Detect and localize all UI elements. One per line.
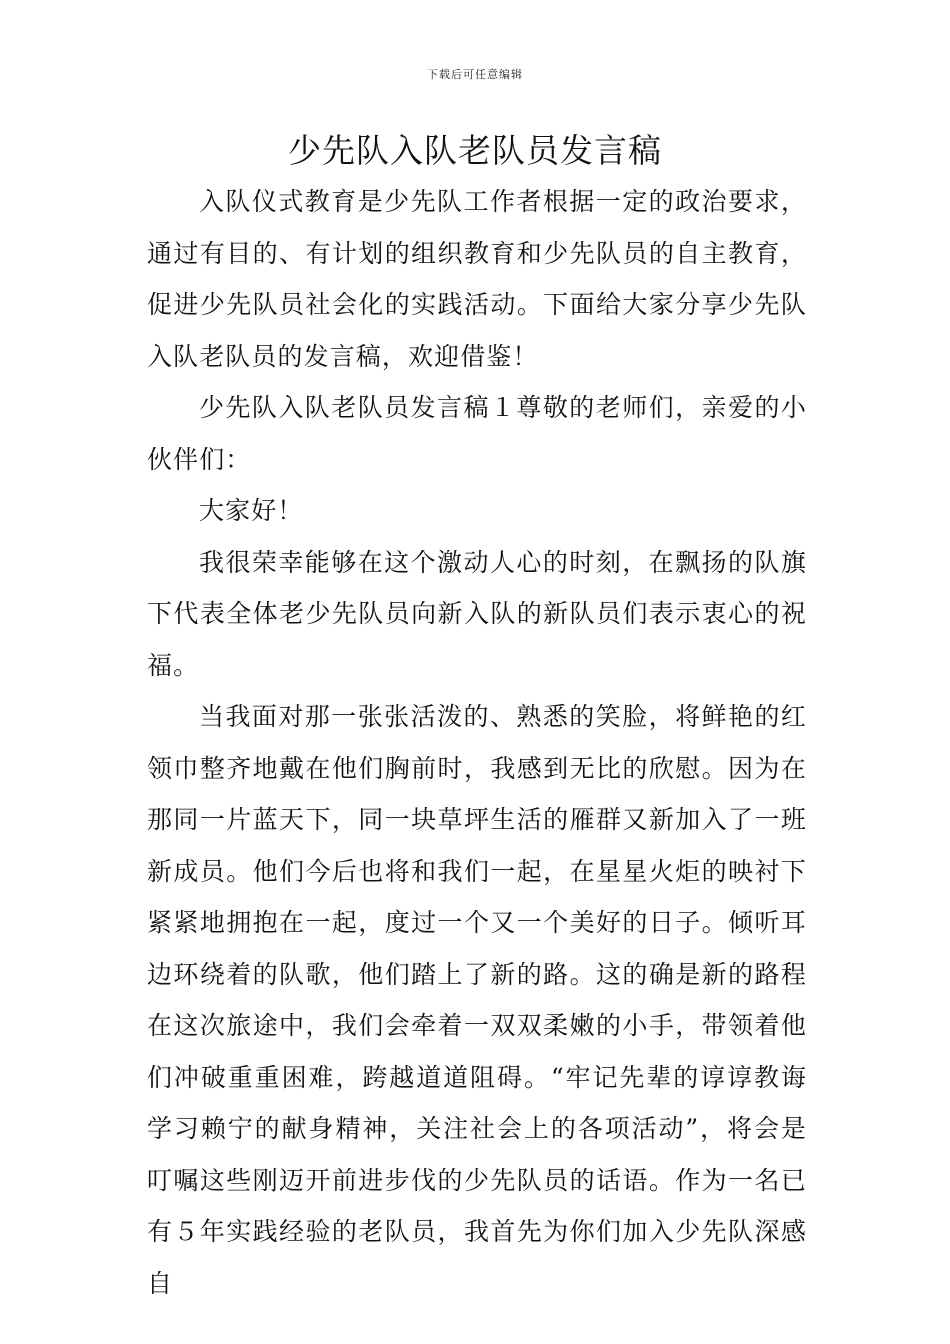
document-body [147, 176, 807, 1309]
paragraph-honor: 我很荣幸能够在这个激动人心的时刻，在飘扬的队旗下代表全体老少先队员向新入队的新队员们表示衷心的祝福。 [147, 547, 807, 680]
page-header-note: 下载后可任意编辑 [427, 68, 523, 81]
paragraph-greeting: 大家好！ [199, 496, 304, 525]
paragraph-speech-heading: 少先队入队老队员发言稿１尊敬的老师们，亲爱的小伙伴们： [147, 393, 807, 474]
paragraph-intro: 入队仪式教育是少先队工作者根据一定的政治要求，通过有目的、有计划的组织教育和少先队员的自主教育，促进少先队员社会化的实践活动。下面给大家分享少先队入队老队员的发言稿，欢迎借鉴！ [147, 187, 807, 371]
document-title: 少先队入队老队员发言稿 [288, 131, 662, 170]
paragraph-main: 当我面对那一张张活泼的、熟悉的笑脸，将鲜艳的红领巾整齐地戴在他们胸前时，我感到无比的欣慰。因为在那同一片蓝天下，同一块草坪生活的雁群又新加入了一班新成员。他们今后也将和我们一起，在星星火炬的映衬下紧紧地拥抱在一起，度过一个又一个美好的日子。倾听耳边环绕着的队歌，他们踏上了新的路。这的确是新的路程在这次旅途中，我们会牵着一双双柔嫩的小手，带领着他们冲破重重困难，跨越道道阻碍。“牢记先辈的谆谆教诲学习赖宁的献身精神，关注社会上的各项活动”，将会是叮嘱这些刚迈开前进步伐的少先队员的话语。作为一名已有５年实践经验的老队员，我首先为你们加入少先队深感自 [147, 702, 807, 1298]
